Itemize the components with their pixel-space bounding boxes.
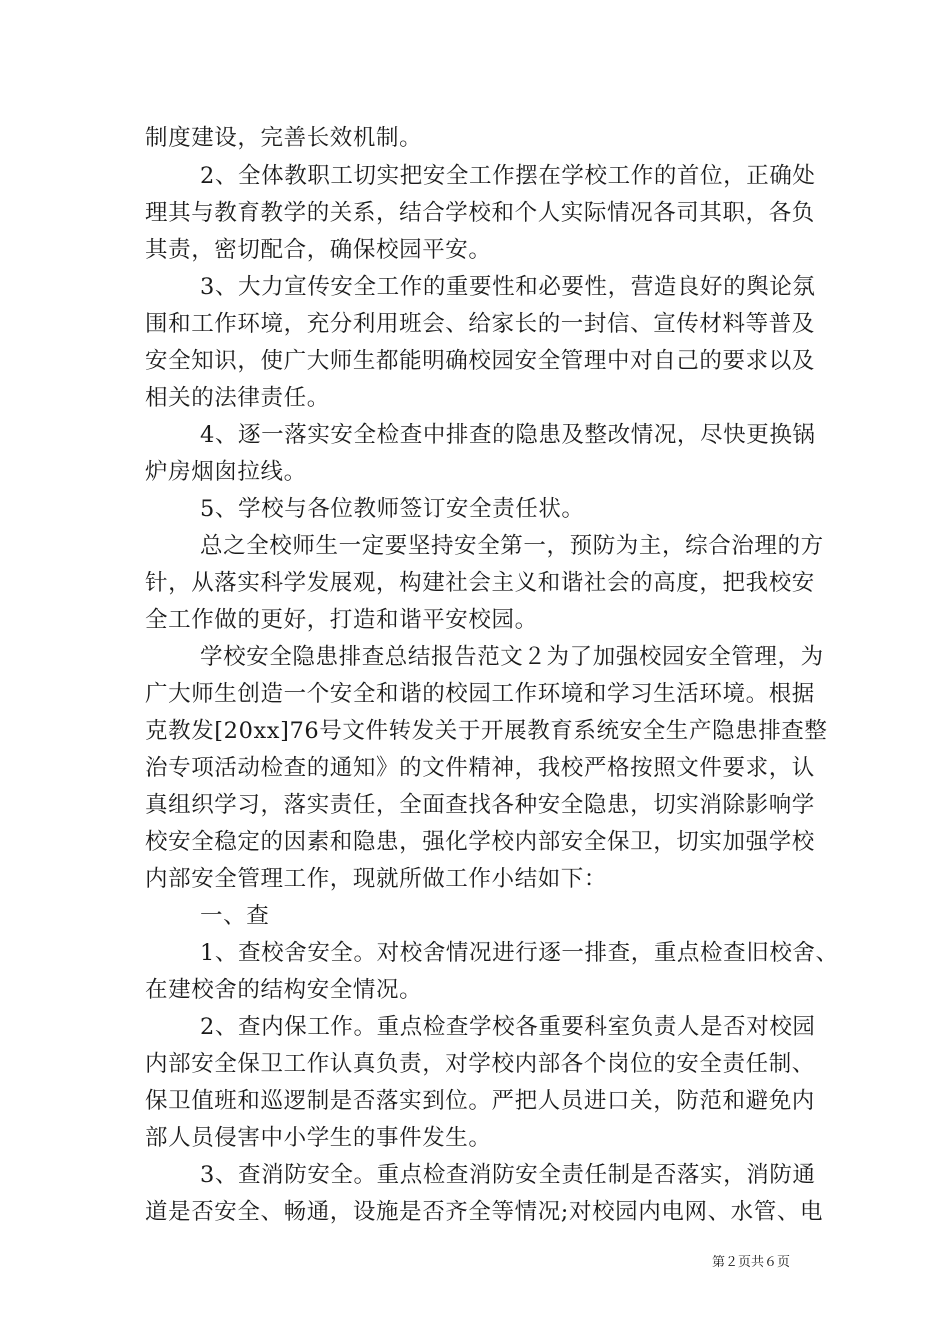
text-line: 安全知识，使广大师生都能明确校园安全管理中对自己的要求以及 — [145, 348, 815, 374]
text-line: 1、查校舍安全。对校舍情况进行逐一排查，重点检查旧校舍、 — [200, 940, 839, 966]
text-line: 相关的法律责任。 — [145, 385, 330, 411]
text-line: 5、学校与各位教师签订安全责任状。 — [200, 496, 585, 522]
text-line: 在建校舍的结构安全情况。 — [145, 977, 423, 1003]
text-line: 治专项活动检查的通知》的文件精神，我校严格按照文件要求，认 — [145, 755, 815, 781]
text-line: 内部安全管理工作，现就所做工作小结如下： — [145, 866, 608, 892]
section-heading: 一、查 — [200, 903, 270, 929]
text-line: 其责，密切配合，确保校园平安。 — [145, 237, 492, 263]
text-line: 学校安全隐患排查总结报告范文２为了加强校园安全管理，为 — [200, 644, 824, 670]
text-line: 制度建设，完善长效机制。 — [145, 125, 423, 151]
text-line: 3、查消防安全。重点检查消防安全责任制是否落实，消防通 — [200, 1162, 816, 1188]
text-line: 克教发[20xx]76号文件转发关于开展教育系统安全生产隐患排查整 — [145, 718, 828, 744]
text-line: 总之全校师生一定要坚持安全第一，预防为主，综合治理的方 — [200, 533, 824, 559]
text-line: 2、全体教职工切实把安全工作摆在学校工作的首位，正确处 — [200, 163, 816, 189]
text-line: 内部安全保卫工作认真负责，对学校内部各个岗位的安全责任制、 — [145, 1051, 815, 1077]
text-line: 炉房烟囱拉线。 — [145, 459, 307, 485]
text-line: 2、查内保工作。重点检查学校各重要科室负责人是否对校园 — [200, 1014, 816, 1040]
text-line: 保卫值班和巡逻制是否落实到位。严把人员进口关，防范和避免内 — [145, 1088, 815, 1114]
text-line: 针，从落实科学发展观，构建社会主义和谐社会的高度，把我校安 — [145, 570, 815, 596]
page-number-footer: 第２页共６页 — [712, 1255, 791, 1270]
text-line: 3、大力宣传安全工作的重要性和必要性，营造良好的舆论氛 — [200, 274, 816, 300]
text-line: 真组织学习，落实责任，全面查找各种安全隐患，切实消除影响学 — [145, 792, 815, 818]
text-line: 道是否安全、畅通，设施是否齐全等情况;对校园内电网、水管、电 — [145, 1199, 824, 1225]
text-line: 部人员侵害中小学生的事件发生。 — [145, 1125, 492, 1151]
text-line: 4、逐一落实安全检查中排查的隐患及整改情况，尽快更换锅 — [200, 422, 816, 448]
text-line: 校安全稳定的因素和隐患，强化学校内部安全保卫，切实加强学校 — [145, 829, 815, 855]
text-line: 全工作做的更好，打造和谐平安校园。 — [145, 607, 538, 633]
text-line: 广大师生创造一个安全和谐的校园工作环境和学习生活环境。根据 — [145, 681, 815, 707]
text-line: 围和工作环境，充分利用班会、给家长的一封信、宣传材料等普及 — [145, 311, 815, 337]
text-line: 理其与教育教学的关系，结合学校和个人实际情况各司其职，各负 — [145, 200, 815, 226]
